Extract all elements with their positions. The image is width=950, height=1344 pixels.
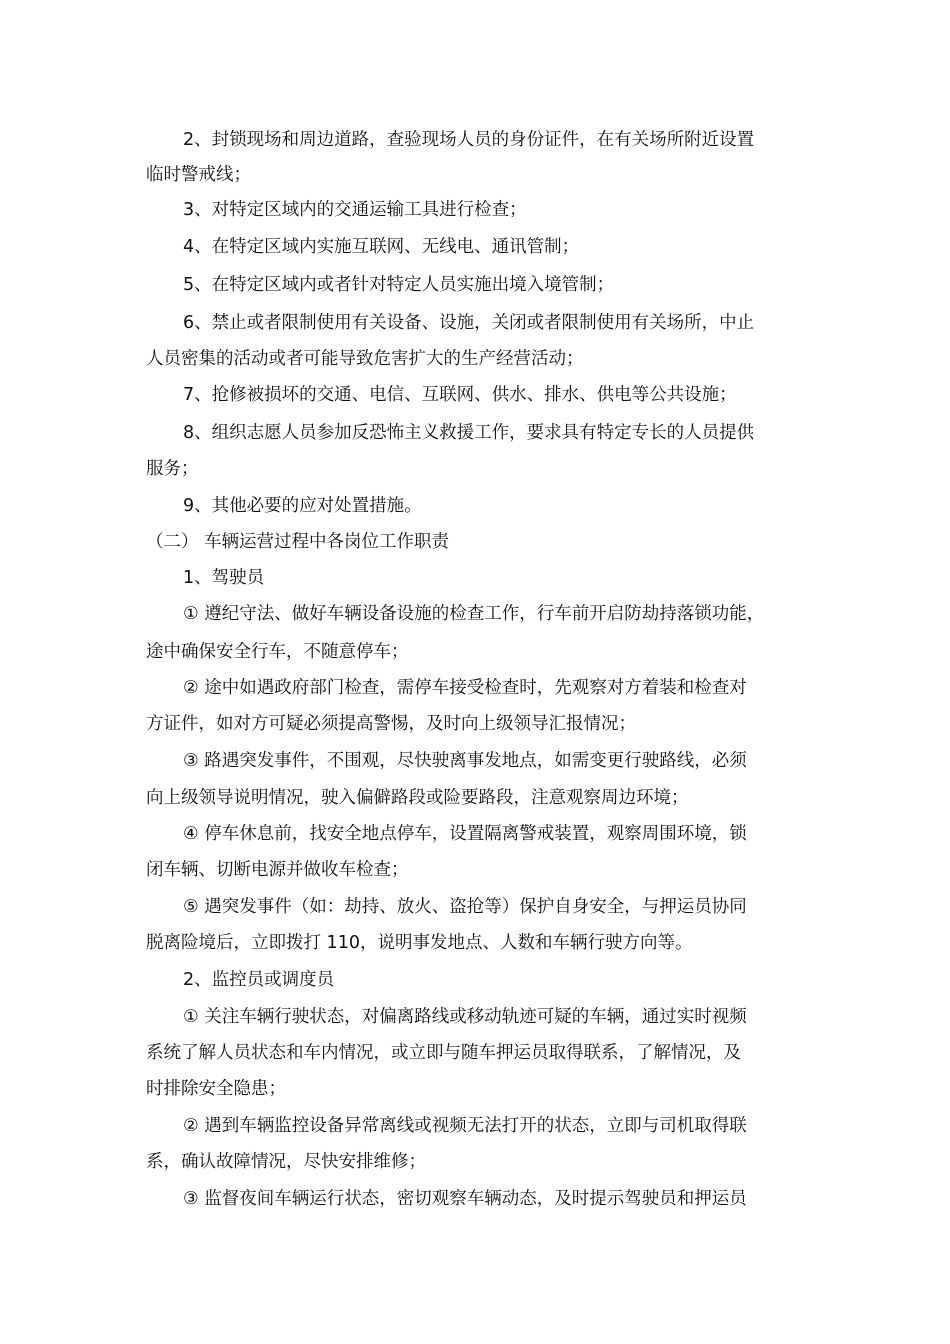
paragraph-line: 系，确认故障情况，尽快安排维修； xyxy=(146,1152,426,1172)
paragraph-line: 临时警戒线； xyxy=(146,165,251,185)
paragraph-line: ⑤ 遇突发事件（如：劫持、放火、盗抢等）保护自身安全，与押运员协同 xyxy=(183,897,747,917)
paragraph-line: 4、在特定区域内实施互联网、无线电、通讯管制； xyxy=(183,237,580,257)
subsection-heading: 1、驾驶员 xyxy=(183,568,265,588)
paragraph-line: 9、其他必要的应对处置措施。 xyxy=(183,496,422,516)
paragraph-line: 5、在特定区域内或者针对特定人员实施出境入境管制； xyxy=(183,275,615,295)
paragraph-line: ② 途中如遇政府部门检查，需停车接受检查时，先观察对方着装和检查对 xyxy=(183,678,747,698)
paragraph-line: 向上级领导说明情况，驶入偏僻路段或险要路段，注意观察周边环境； xyxy=(146,788,689,808)
paragraph-line: ② 遇到车辆监控设备异常离线或视频无法打开的状态，立即与司机取得联 xyxy=(183,1116,747,1136)
paragraph-line: 8、组织志愿人员参加反恐怖主义救援工作，要求具有特定专长的人员提供 xyxy=(183,423,755,443)
paragraph-line: ① 遵纪守法、做好车辆设备设施的检查工作，行车前开启防劫持落锁功能， xyxy=(183,604,765,624)
paragraph-line: 时排除安全隐患； xyxy=(146,1079,286,1099)
paragraph-line: 方证件，如对方可疑必须提高警惕，及时向上级领导汇报情况； xyxy=(146,714,636,734)
paragraph-line: 闭车辆、切断电源并做收车检查； xyxy=(146,860,409,880)
paragraph-line: ④ 停车休息前，找安全地点停车，设置隔离警戒装置，观察周围环境，锁 xyxy=(183,824,747,844)
paragraph-line: 7、抢修被损坏的交通、电信、互联网、供水、排水、供电等公共设施； xyxy=(183,385,737,405)
paragraph-line: ③ 监督夜间车辆运行状态，密切观察车辆动态，及时提示驾驶员和押运员 xyxy=(183,1189,747,1209)
paragraph-line: 6、禁止或者限制使用有关设备、设施，关闭或者限制使用有关场所，中止 xyxy=(183,313,755,333)
paragraph-line: ③ 路遇突发事件，不围观，尽快驶离事发地点，如需变更行驶路线，必须 xyxy=(183,751,747,771)
paragraph-line: 途中确保安全行车，不随意停车； xyxy=(146,642,409,662)
section-heading: （二） 车辆运营过程中各岗位工作职责 xyxy=(146,532,450,552)
paragraph-line: 人员密集的活动或者可能导致危害扩大的生产经营活动； xyxy=(146,349,584,369)
paragraph-line: ① 关注车辆行驶状态，对偏离路线或移动轨迹可疑的车辆，通过实时视频 xyxy=(183,1007,747,1027)
paragraph-line: 系统了解人员状态和车内情况，或立即与随车押运员取得联系，了解情况，及 xyxy=(146,1043,741,1063)
paragraph-line: 2、封锁现场和周边道路，查验现场人员的身份证件，在有关场所附近设置 xyxy=(183,130,755,150)
paragraph-line: 3、对特定区域内的交通运输工具进行检查； xyxy=(183,200,527,220)
paragraph-line: 脱离险境后，立即拨打 110，说明事发地点、人数和车辆行驶方向等。 xyxy=(146,933,693,953)
subsection-heading: 2、监控员或调度员 xyxy=(183,970,335,990)
paragraph-line: 服务； xyxy=(146,459,199,479)
